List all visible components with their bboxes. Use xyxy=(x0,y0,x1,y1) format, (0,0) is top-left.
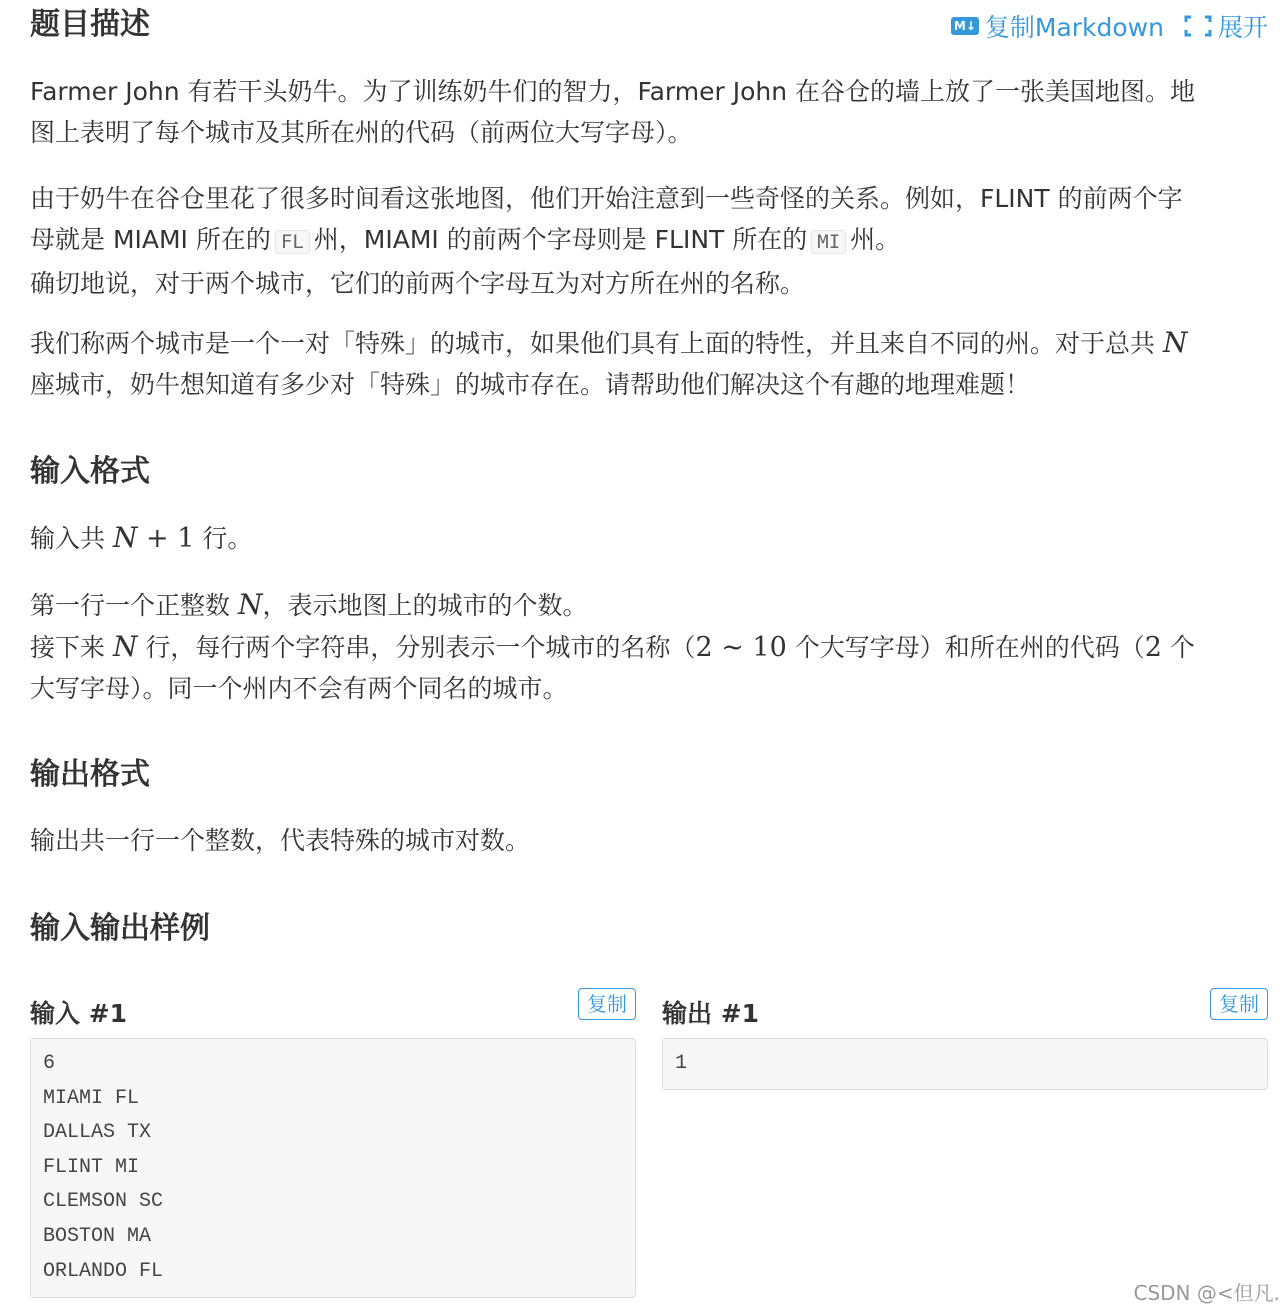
sample-output-label: 输出 #1 xyxy=(662,999,760,1028)
description-paragraph-3: 我们称两个城市是一个一对「特殊」的城市，如果他们具有上面的特性，并且来自不同的州。对于总共 N 座城市，奶牛想知道有多少对「特殊」的城市存在。请帮助他们解决这个有趣的地理难题！ xyxy=(30,326,1188,399)
sample-output-box[interactable] xyxy=(662,1038,1268,1090)
copy-input-button[interactable]: 复制 xyxy=(578,988,636,1020)
description-header xyxy=(30,0,1268,56)
samples-title: 输入输出样例 xyxy=(30,911,210,946)
input-format-line-1: 输入共 N + 1 行。 xyxy=(30,521,253,554)
state-code-mi: MI xyxy=(811,230,846,254)
math-two: 2 xyxy=(1144,632,1162,663)
output-format-text-wrap xyxy=(30,820,1268,861)
expand-icon xyxy=(1184,15,1212,37)
description-paragraph-2-wrap xyxy=(30,178,1268,304)
copy-markdown-label: 复制Markdown xyxy=(984,13,1164,42)
input-format-paragraph-2-wrap xyxy=(30,584,1268,709)
copy-output-button[interactable]: 复制 xyxy=(1210,988,1268,1020)
header-actions xyxy=(951,8,1268,44)
expand-label: 展开 xyxy=(1217,13,1268,42)
sample-output xyxy=(662,988,1268,1075)
output-format-text: 输出共一行一个整数，代表特殊的城市对数。 xyxy=(30,826,531,855)
description-title: 题目描述 xyxy=(30,7,150,42)
sample-input xyxy=(30,988,636,1283)
description-paragraph-1: Farmer John 有若干头奶牛。为了训练奶牛们的智力，Farmer John 在谷仓的墙上放了一张美国地图。地 图上表明了每个城市及其所在州的代码（前两位大写字母）。 xyxy=(30,77,1196,147)
sample-input-line: DALLAS TX xyxy=(43,1121,152,1145)
math-var-n: N xyxy=(112,630,138,663)
expand-button[interactable] xyxy=(1184,8,1268,44)
sample-input-line: BOSTON MA xyxy=(43,1224,152,1248)
sample-output-line: 1 xyxy=(675,1052,688,1075)
sample-input-line: 6 xyxy=(43,1052,56,1075)
math-var-n: N xyxy=(237,588,263,621)
math-var-n: N xyxy=(1162,326,1188,359)
math-range: 2 ∼ 10 xyxy=(695,632,787,663)
sample-input-header xyxy=(30,988,636,1028)
sample-input-label: 输入 #1 xyxy=(30,999,128,1028)
markdown-icon: M↓ xyxy=(951,17,979,35)
input-format-title: 输入格式 xyxy=(30,454,150,489)
sample-input-line: FLINT MI xyxy=(43,1155,140,1179)
input-format-line-1-wrap xyxy=(30,517,1268,559)
description-paragraph-3-wrap xyxy=(30,322,1268,405)
copy-markdown-button[interactable] xyxy=(951,8,1164,44)
sample-output-header xyxy=(662,988,1268,1028)
math-var-n: N xyxy=(112,521,138,554)
problem-page xyxy=(30,0,1268,1283)
csdn-watermark: CSDN @<但凡. xyxy=(1133,1281,1280,1305)
sample-input-line: CLEMSON SC xyxy=(43,1190,164,1214)
input-format-paragraph-2: 第一行一个正整数 N，表示地图上的城市的个数。 接下来 N 行，每行两个字符串，分别表示一个城市的名称（2 ∼ 10 个大写字母）和所在州的代码（2 个 大写字母）。同一个州内不会有两个同名的城市。 xyxy=(30,588,1195,703)
sample-input-box[interactable] xyxy=(30,1038,636,1298)
description-body xyxy=(30,71,1268,153)
description-paragraph-2: 由于奶牛在谷仓里花了很多时间看这张地图，他们开始注意到一些奇怪的关系。例如，FLINT 的前两个字 母就是 MIAMI 所在的 FL 州，MIAMI 的前两个字母则是 FLINT 所在的 MI 州。 确切地说，对于两个城市，它们的前两个字母互为对方所在州的名称。 xyxy=(30,184,1183,298)
math-plus-one: + 1 xyxy=(137,523,195,554)
output-format-title: 输出格式 xyxy=(30,757,150,792)
state-code-fl: FL xyxy=(275,230,310,254)
sample-input-line: ORLANDO FL xyxy=(43,1259,164,1283)
sample-input-line: MIAMI FL xyxy=(43,1086,140,1110)
